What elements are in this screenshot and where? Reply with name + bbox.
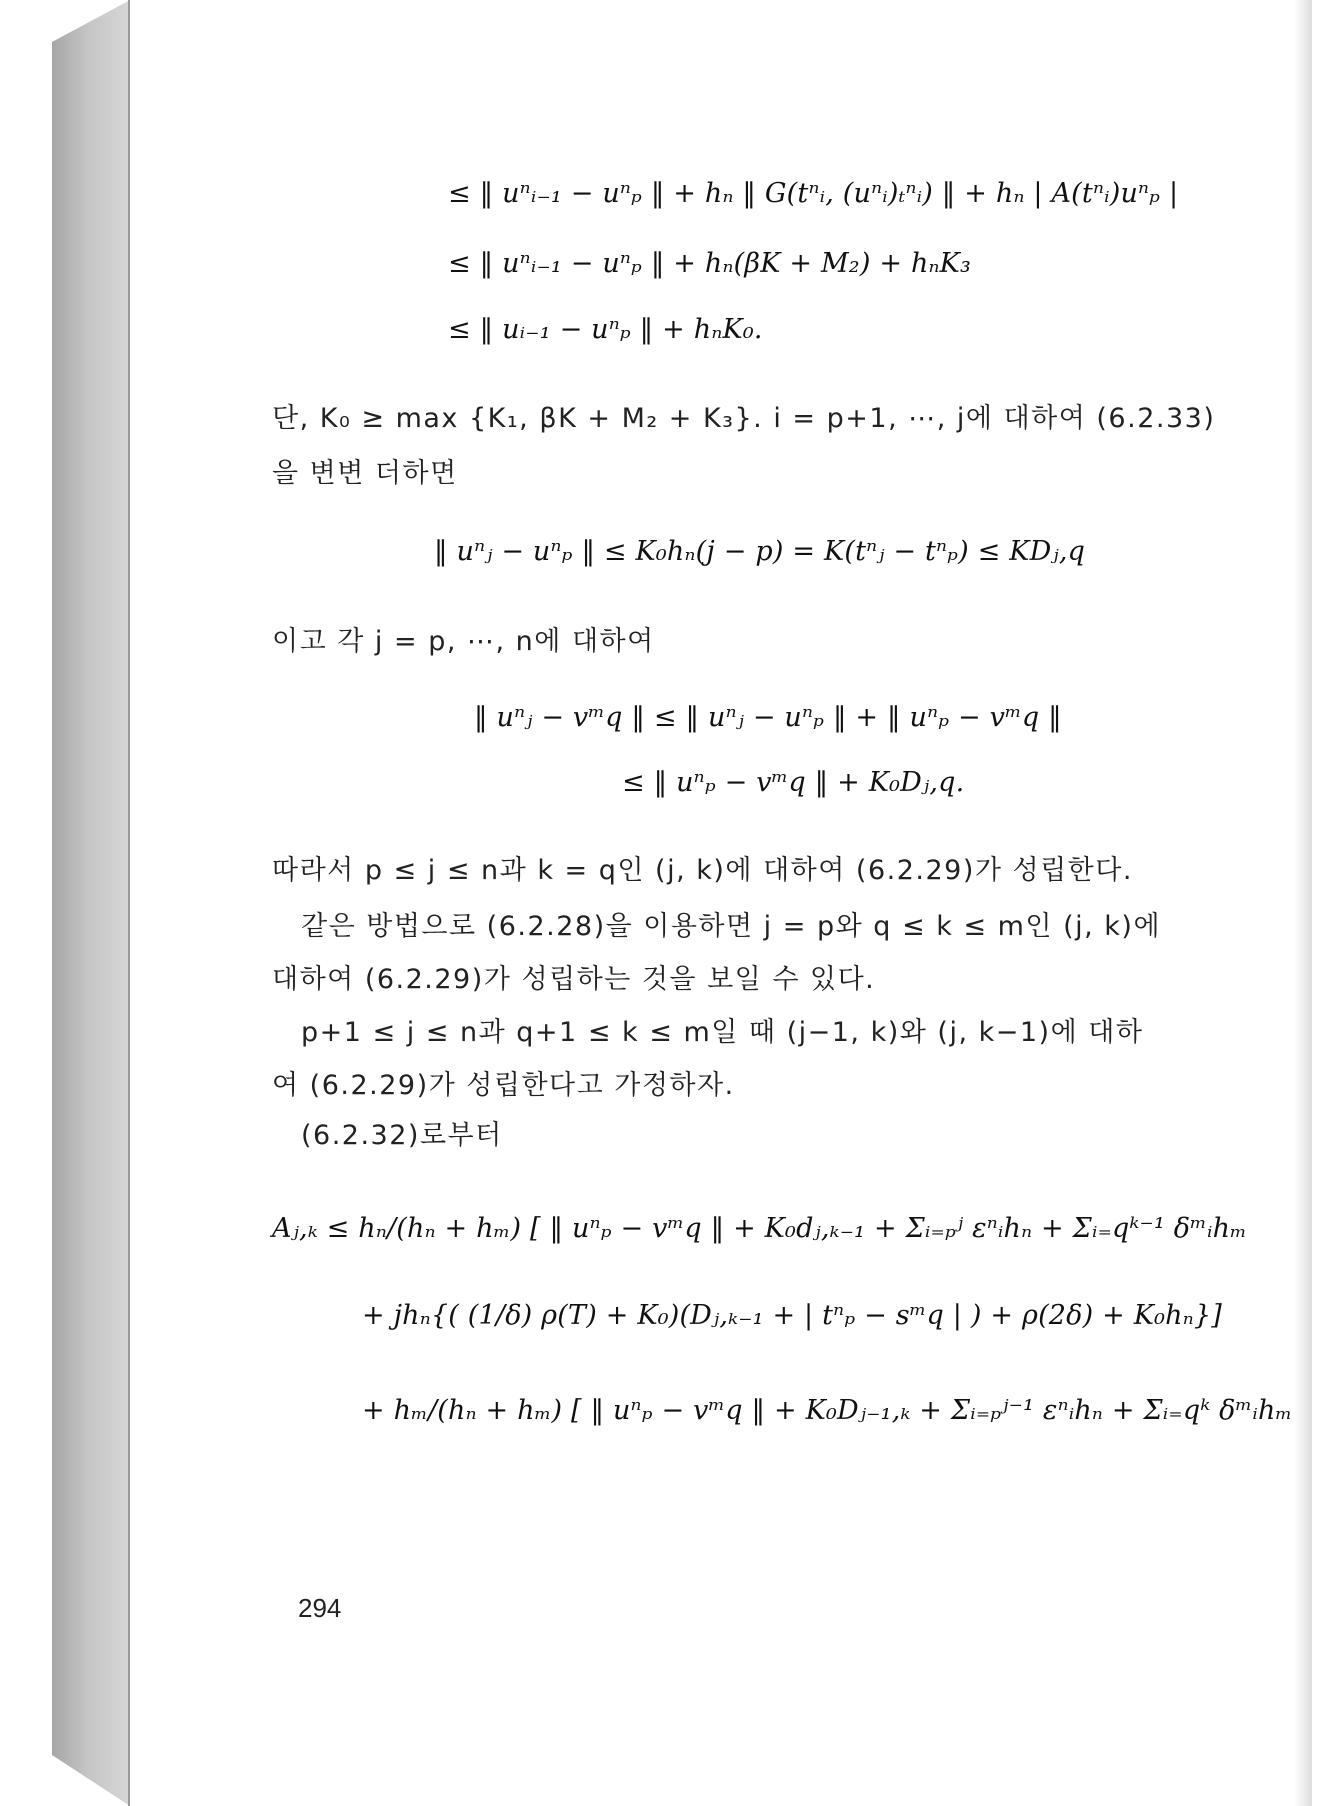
equation-line-3: ≤ ‖ uᵢ₋₁ − uⁿₚ ‖ + hₙK₀. [448, 314, 763, 345]
text-line-12: 대하여 (6.2.29)가 성립하는 것을 보일 수 있다. [272, 964, 876, 995]
text-line-14: 여 (6.2.29)가 성립한다고 가정하자. [272, 1070, 735, 1101]
page-shadow [1294, 0, 1312, 1806]
equation-line-6: ‖ uⁿⱼ − uⁿₚ ‖ ≤ K₀hₙ(j − p) = K(tⁿⱼ − tⁿₚ) ≤ KDⱼ,q [434, 536, 1086, 567]
text-line-10: 따라서 p ≤ j ≤ n과 k = q인 (j, k)에 대하여 (6.2.29)가 성립한다. [272, 855, 1133, 886]
text-line-13: p+1 ≤ j ≤ n과 q+1 ≤ k ≤ m일 때 (j−1, k)와 (j, k−1)에 대하 [301, 1017, 1144, 1048]
equation-line-1: ≤ ‖ uⁿᵢ₋₁ − uⁿₚ ‖ + hₙ ‖ G(tⁿᵢ, (uⁿᵢ)ₜⁿᵢ) ‖ + hₙ | A(tⁿᵢ)uⁿₚ | [448, 178, 1179, 209]
text-line-15: (6.2.32)로부터 [301, 1120, 503, 1151]
page-number: 294 [298, 1593, 342, 1623]
text-line-7: 이고 각 j = p, ⋯, n에 대하여 [272, 626, 655, 657]
book-edge [52, 0, 130, 1806]
text-line-5: 을 변변 더하면 [272, 458, 458, 489]
text-line-11: 같은 방법으로 (6.2.28)을 이용하면 j = p와 q ≤ k ≤ m인 (j, k)에 [301, 911, 1162, 942]
equation-line-8: ‖ uⁿⱼ − vᵐq ‖ ≤ ‖ uⁿⱼ − uⁿₚ ‖ + ‖ uⁿₚ − vᵐq ‖ [474, 702, 1062, 733]
equation-line-17: + jhₙ{( (1/δ) ρ(T) + K₀)(Dⱼ,ₖ₋₁ + | tⁿₚ − sᵐq | ) + ρ(2δ) + K₀hₙ}] [362, 1300, 1222, 1331]
equation-line-9: ≤ ‖ uⁿₚ − vᵐq ‖ + K₀Dⱼ,q. [622, 767, 965, 798]
text-line-4: 단, K₀ ≥ max {K₁, βK + M₂ + K₃}. i = p+1, ⋯, j에 대하여 (6.2.33) [272, 403, 1216, 434]
equation-line-18: + hₘ/(hₙ + hₘ) [ ‖ uⁿₚ − vᵐq ‖ + K₀Dⱼ₋₁,ₖ + Σᵢ₌ₚʲ⁻¹ εⁿᵢhₙ + Σᵢ₌qᵏ δᵐᵢhₘ [362, 1395, 1293, 1426]
equation-line-2: ≤ ‖ uⁿᵢ₋₁ − uⁿₚ ‖ + hₙ(βK + M₂) + hₙK₃ [448, 248, 972, 279]
equation-line-16: Aⱼ,ₖ ≤ hₙ/(hₙ + hₘ) [ ‖ uⁿₚ − vᵐq ‖ + K₀dⱼ,ₖ₋₁ + Σᵢ₌ₚʲ εⁿᵢhₙ + Σᵢ₌qᵏ⁻¹ δᵐᵢhₘ [272, 1213, 1248, 1244]
